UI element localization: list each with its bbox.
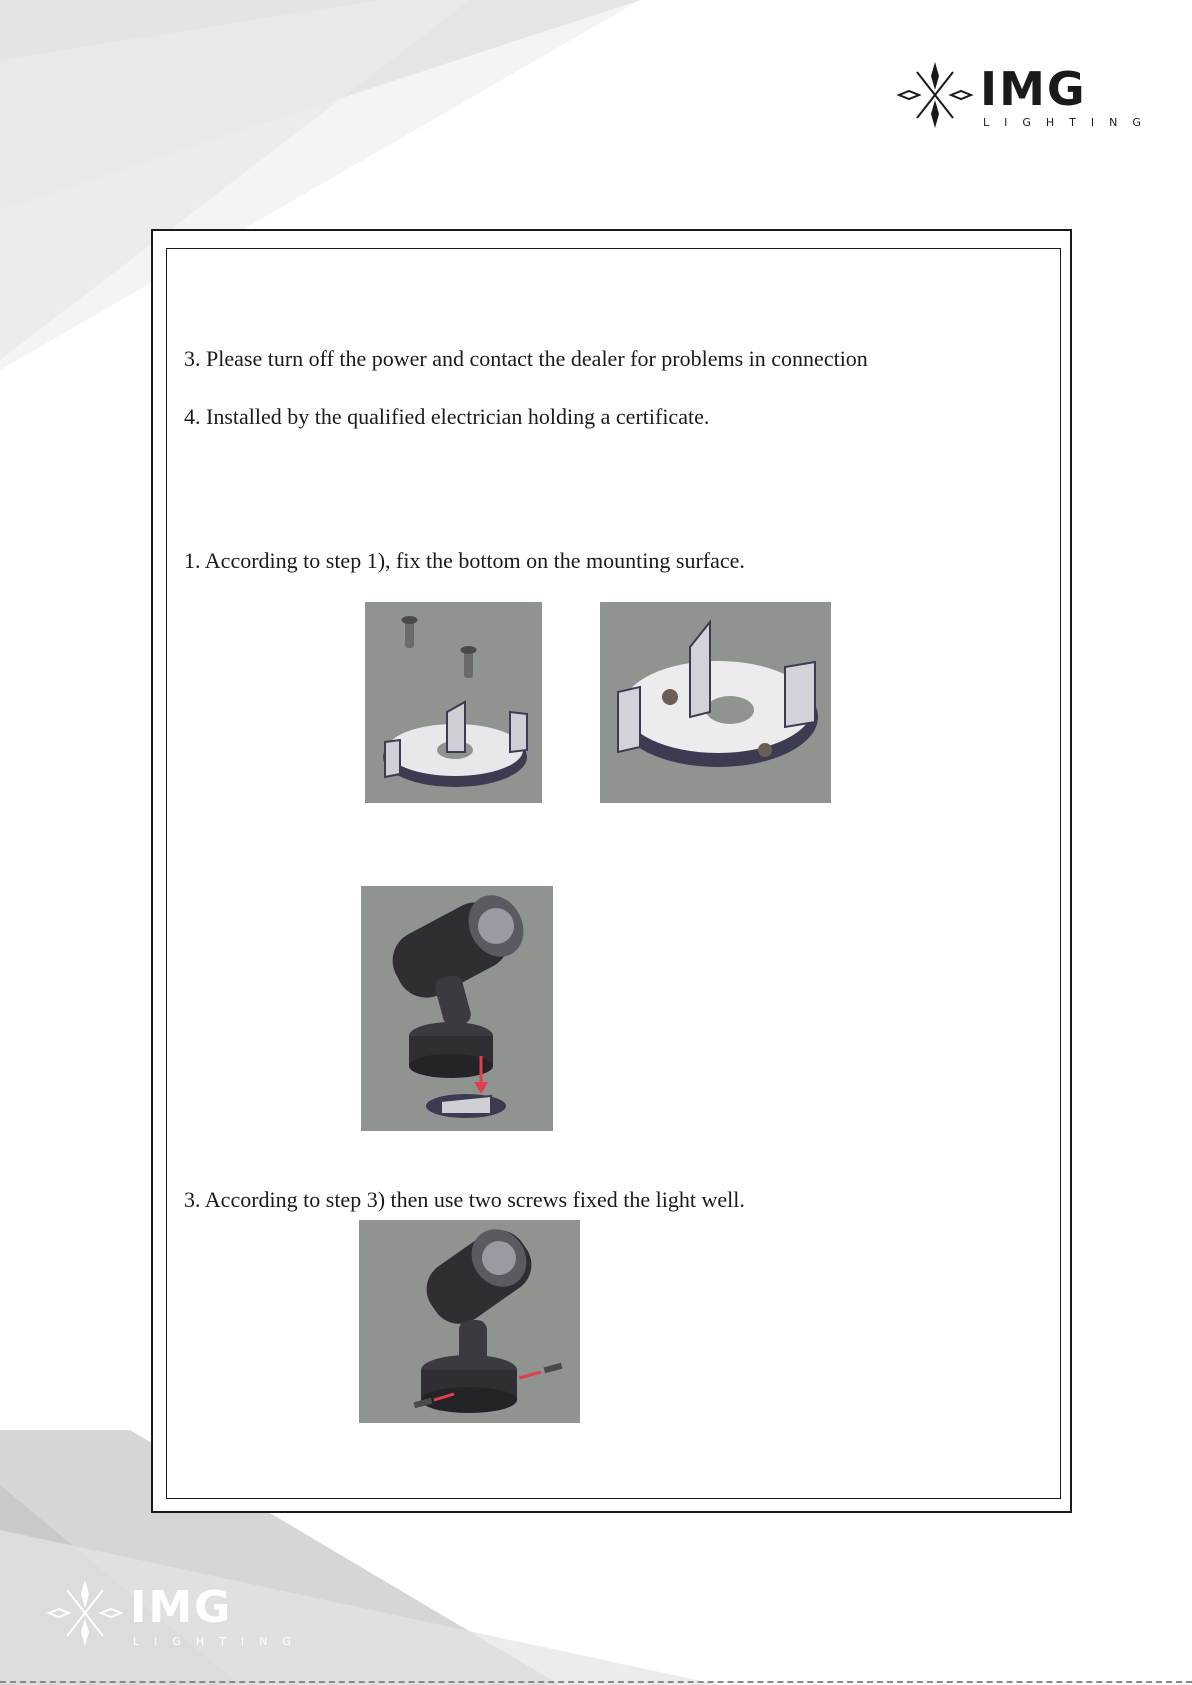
brand-tagline: LIGHTING xyxy=(983,116,1156,129)
note-qualified-electrician: 4. Installed by the qualified electrician holding a certificate. xyxy=(184,404,710,429)
step-1-text: 1. According to step 1), fix the bottom on the mounting surface. xyxy=(184,548,745,573)
step-3-text: 3. According to step 3) then use two screws fixed the light well. xyxy=(184,1187,745,1212)
brand-name-bottom: IMG xyxy=(130,1582,233,1633)
light-attach-image xyxy=(361,886,553,1131)
base-with-screws-image xyxy=(365,602,542,803)
brand-tagline-bottom: LIGHTING xyxy=(133,1635,306,1648)
content-frame-inner xyxy=(166,248,1061,1499)
base-mounted-image xyxy=(600,602,831,803)
diamond-star-logo-icon xyxy=(895,60,975,130)
note-power-off: 3. Please turn off the power and contact the dealer for problems in connection xyxy=(184,346,868,371)
brand-logo-bottom xyxy=(45,1578,306,1653)
brand-name: IMG xyxy=(980,62,1087,116)
diamond-star-logo-icon-white xyxy=(45,1578,125,1648)
screws-fixing-image xyxy=(359,1220,580,1423)
brand-logo-top xyxy=(895,58,1156,133)
page-bottom-dashes xyxy=(0,1681,1192,1685)
